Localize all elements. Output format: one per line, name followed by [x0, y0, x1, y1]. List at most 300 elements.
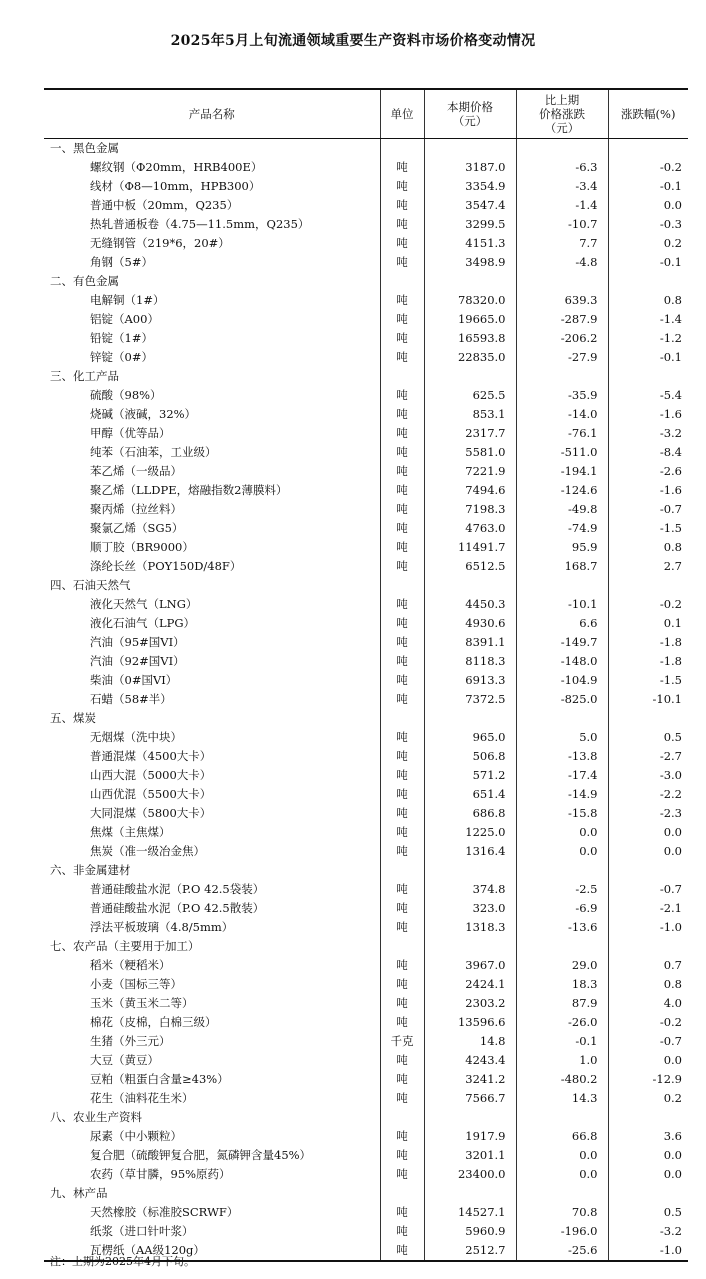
- price-change-cell: -13.8: [516, 747, 608, 766]
- change-pct-cell: -2.2: [608, 785, 688, 804]
- empty-cell: [608, 272, 688, 291]
- empty-cell: [516, 272, 608, 291]
- price-change-cell: -14.9: [516, 785, 608, 804]
- product-name-cell: 浮法平板玻璃（4.8/5mm）: [90, 919, 234, 934]
- category-label: 三、化工产品: [50, 368, 119, 383]
- product-name-cell: 液化天然气（LNG）: [90, 596, 198, 611]
- empty-cell: [516, 861, 608, 880]
- change-pct-cell: -3.0: [608, 766, 688, 785]
- current-price-cell: 4450.3: [424, 595, 516, 614]
- current-price-cell: 78320.0: [424, 291, 516, 310]
- unit-cell: 吨: [380, 1222, 424, 1241]
- category-row: [44, 937, 688, 956]
- price-change-cell: -194.1: [516, 462, 608, 481]
- unit-cell: 吨: [380, 348, 424, 367]
- price-change-cell: -35.9: [516, 386, 608, 405]
- empty-cell: [380, 709, 424, 728]
- current-price-cell: 3547.4: [424, 196, 516, 215]
- unit-cell: 吨: [380, 804, 424, 823]
- table-row: [44, 424, 688, 443]
- product-name-cell: 甲醇（优等品）: [90, 425, 171, 440]
- table-row: [44, 766, 688, 785]
- price-change-cell: 70.8: [516, 1203, 608, 1222]
- change-pct-cell: -1.8: [608, 633, 688, 652]
- product-name-cell: 稻米（粳稻米）: [90, 957, 171, 972]
- change-pct-cell: 0.5: [608, 1203, 688, 1222]
- price-change-cell: -26.0: [516, 1013, 608, 1032]
- price-change-cell: -15.8: [516, 804, 608, 823]
- change-pct-cell: -5.4: [608, 386, 688, 405]
- price-change-cell: -13.6: [516, 918, 608, 937]
- table-row: [44, 1146, 688, 1165]
- product-name-cell: 大豆（黄豆）: [90, 1052, 159, 1067]
- table-row: [44, 481, 688, 500]
- table-row: [44, 215, 688, 234]
- product-name-cell: 苯乙烯（一级品）: [90, 463, 182, 478]
- table-row: [44, 880, 688, 899]
- current-price-cell: 8391.1: [424, 633, 516, 652]
- unit-cell: 吨: [380, 253, 424, 272]
- current-price-cell: 22835.0: [424, 348, 516, 367]
- price-change-cell: 66.8: [516, 1127, 608, 1146]
- change-pct-cell: -0.2: [608, 1013, 688, 1032]
- unit-cell: 吨: [380, 443, 424, 462]
- change-pct-cell: -1.4: [608, 310, 688, 329]
- unit-cell: 吨: [380, 500, 424, 519]
- current-price-cell: 4151.3: [424, 234, 516, 253]
- footnote: 注：上期为2025年4月下旬。: [50, 1255, 195, 1268]
- table-row: [44, 234, 688, 253]
- price-change-cell: -104.9: [516, 671, 608, 690]
- price-change-cell: -0.1: [516, 1032, 608, 1051]
- table-row: [44, 595, 688, 614]
- category-label: 二、有色金属: [50, 273, 119, 288]
- empty-cell: [424, 138, 516, 158]
- empty-cell: [380, 937, 424, 956]
- header-product-name: 产品名称: [44, 89, 380, 138]
- unit-cell: 吨: [380, 424, 424, 443]
- empty-cell: [424, 272, 516, 291]
- current-price-cell: 651.4: [424, 785, 516, 804]
- change-pct-cell: -0.1: [608, 348, 688, 367]
- table-row: [44, 633, 688, 652]
- table-row: [44, 728, 688, 747]
- table-row: [44, 1032, 688, 1051]
- table-row: [44, 177, 688, 196]
- product-name-cell: 山西优混（5500大卡）: [90, 786, 212, 801]
- price-change-cell: -206.2: [516, 329, 608, 348]
- table-row: [44, 899, 688, 918]
- product-name-cell: 汽油（95#国VI）: [90, 634, 185, 649]
- unit-cell: 吨: [380, 1127, 424, 1146]
- price-change-cell: -74.9: [516, 519, 608, 538]
- product-name-cell: 聚氯乙烯（SG5）: [90, 520, 184, 535]
- table-row: [44, 291, 688, 310]
- change-pct-cell: -12.9: [608, 1070, 688, 1089]
- product-name-cell: 汽油（92#国VI）: [90, 653, 185, 668]
- unit-cell: 吨: [380, 481, 424, 500]
- empty-cell: [608, 367, 688, 386]
- empty-cell: [424, 709, 516, 728]
- price-change-cell: -287.9: [516, 310, 608, 329]
- unit-cell: 吨: [380, 918, 424, 937]
- price-change-cell: -14.0: [516, 405, 608, 424]
- product-name-cell: 聚乙烯（LLDPE，熔融指数2薄膜料）: [90, 482, 288, 497]
- change-pct-cell: 0.0: [608, 1051, 688, 1070]
- change-pct-cell: -1.8: [608, 652, 688, 671]
- table-row: [44, 975, 688, 994]
- product-name-cell: 纯苯（石油苯，工业级）: [90, 444, 217, 459]
- empty-cell: [516, 138, 608, 158]
- table-row: [44, 994, 688, 1013]
- unit-cell: 吨: [380, 633, 424, 652]
- price-change-cell: -76.1: [516, 424, 608, 443]
- empty-cell: [424, 576, 516, 595]
- unit-cell: 吨: [380, 1070, 424, 1089]
- change-pct-cell: -1.0: [608, 918, 688, 937]
- empty-cell: [516, 937, 608, 956]
- product-name-cell: 焦煤（主焦煤）: [90, 824, 171, 839]
- product-name-cell: 顺丁胶（BR9000）: [90, 539, 194, 554]
- category-row: [44, 861, 688, 880]
- current-price-cell: 571.2: [424, 766, 516, 785]
- current-price-cell: 686.8: [424, 804, 516, 823]
- category-label: 八、农业生产资料: [50, 1109, 142, 1124]
- current-price-cell: 1917.9: [424, 1127, 516, 1146]
- product-name-cell: 纸浆（进口针叶浆）: [90, 1223, 194, 1238]
- current-price-cell: 965.0: [424, 728, 516, 747]
- price-change-cell: -10.1: [516, 595, 608, 614]
- unit-cell: 吨: [380, 291, 424, 310]
- price-change-cell: 0.0: [516, 1165, 608, 1184]
- current-price-cell: 3187.0: [424, 158, 516, 177]
- change-pct-cell: 2.7: [608, 557, 688, 576]
- unit-cell: 吨: [380, 747, 424, 766]
- current-price-cell: 2424.1: [424, 975, 516, 994]
- empty-cell: [380, 861, 424, 880]
- unit-cell: 吨: [380, 557, 424, 576]
- change-pct-cell: -8.4: [608, 443, 688, 462]
- price-change-cell: -2.5: [516, 880, 608, 899]
- product-name-cell: 无缝钢管（219*6，20#）: [90, 235, 230, 250]
- product-name-cell: 硫酸（98%）: [90, 387, 162, 402]
- product-name-cell: 线材（Φ8—10mm，HPB300）: [90, 178, 261, 193]
- unit-cell: 吨: [380, 538, 424, 557]
- current-price-cell: 2512.7: [424, 1241, 516, 1261]
- product-name-cell: 瓦楞纸（AA级120g）: [44, 1241, 380, 1261]
- table-row: [44, 386, 688, 405]
- product-name-cell: 聚丙烯（拉丝料）: [90, 501, 182, 516]
- price-change-cell: -17.4: [516, 766, 608, 785]
- change-pct-cell: 0.2: [608, 1089, 688, 1108]
- unit-cell: 吨: [380, 766, 424, 785]
- empty-cell: [424, 861, 516, 880]
- price-change-cell: 1.0: [516, 1051, 608, 1070]
- product-name-cell: 普通硅酸盐水泥（P.O 42.5袋装）: [90, 881, 265, 896]
- unit-cell: 吨: [380, 1089, 424, 1108]
- price-change-cell: 95.9: [516, 538, 608, 557]
- header-change-pct: 涨跌幅(%): [608, 89, 688, 138]
- change-pct-cell: 0.0: [608, 196, 688, 215]
- product-name-cell: 石蜡（58#半）: [90, 691, 172, 706]
- unit-cell: 吨: [380, 1241, 424, 1261]
- change-pct-cell: -1.5: [608, 671, 688, 690]
- product-name-cell: 农药（草甘膦，95%原药）: [90, 1166, 231, 1181]
- current-price-cell: 853.1: [424, 405, 516, 424]
- change-pct-cell: 0.0: [608, 823, 688, 842]
- empty-cell: [380, 1108, 424, 1127]
- change-pct-cell: 0.5: [608, 728, 688, 747]
- current-price-cell: 1225.0: [424, 823, 516, 842]
- price-change-cell: -480.2: [516, 1070, 608, 1089]
- change-pct-cell: -1.0: [608, 1241, 688, 1261]
- empty-cell: [608, 861, 688, 880]
- change-pct-cell: -1.6: [608, 481, 688, 500]
- current-price-cell: 7372.5: [424, 690, 516, 709]
- product-name-cell: 普通中板（20mm，Q235）: [90, 197, 239, 212]
- table-row: [44, 462, 688, 481]
- current-price-cell: 625.5: [424, 386, 516, 405]
- table-row: [44, 1203, 688, 1222]
- change-pct-cell: 0.0: [608, 842, 688, 861]
- product-name-cell: 螺纹钢（Φ20mm，HRB400E）: [90, 159, 263, 174]
- current-price-cell: 6913.3: [424, 671, 516, 690]
- empty-cell: [608, 709, 688, 728]
- empty-cell: [380, 1184, 424, 1203]
- empty-cell: [380, 367, 424, 386]
- current-price-cell: 4930.6: [424, 614, 516, 633]
- product-name-cell: 无烟煤（洗中块）: [90, 729, 182, 744]
- table-row: [44, 519, 688, 538]
- price-change-cell: -27.9: [516, 348, 608, 367]
- product-name-cell: 锌锭（0#）: [90, 349, 153, 364]
- current-price-cell: 14527.1: [424, 1203, 516, 1222]
- current-price-cell: 5581.0: [424, 443, 516, 462]
- unit-cell: 吨: [380, 823, 424, 842]
- empty-cell: [424, 1184, 516, 1203]
- unit-cell: 吨: [380, 671, 424, 690]
- table-row: [44, 671, 688, 690]
- change-pct-cell: -0.7: [608, 880, 688, 899]
- change-pct-cell: 0.2: [608, 234, 688, 253]
- product-name-cell: 铅锭（1#）: [90, 330, 153, 345]
- table-row: [44, 1089, 688, 1108]
- price-change-cell: 18.3: [516, 975, 608, 994]
- current-price-cell: 1316.4: [424, 842, 516, 861]
- table-row: [44, 652, 688, 671]
- category-row: [44, 1184, 688, 1203]
- unit-cell: 吨: [380, 956, 424, 975]
- change-pct-cell: -3.2: [608, 424, 688, 443]
- product-name-cell: 尿素（中小颗粒）: [90, 1128, 182, 1143]
- category-row: [44, 1108, 688, 1127]
- current-price-cell: 323.0: [424, 899, 516, 918]
- unit-cell: 吨: [380, 177, 424, 196]
- current-price-cell: 14.8: [424, 1032, 516, 1051]
- price-change-cell: -124.6: [516, 481, 608, 500]
- price-change-cell: 7.7: [516, 234, 608, 253]
- unit-cell: 吨: [380, 215, 424, 234]
- empty-cell: [608, 937, 688, 956]
- table-header-row: [44, 89, 688, 138]
- unit-cell: 吨: [380, 519, 424, 538]
- current-price-cell: 23400.0: [424, 1165, 516, 1184]
- product-name-cell: 生猪（外三元）: [90, 1033, 171, 1048]
- change-pct-cell: -2.1: [608, 899, 688, 918]
- price-change-cell: 29.0: [516, 956, 608, 975]
- unit-cell: 吨: [380, 652, 424, 671]
- unit-cell: 吨: [380, 842, 424, 861]
- category-label: 一、黑色金属: [50, 140, 119, 155]
- category-row: [44, 576, 688, 595]
- change-pct-cell: -2.7: [608, 747, 688, 766]
- current-price-cell: 16593.8: [424, 329, 516, 348]
- product-name-cell: 柴油（0#国VI）: [90, 672, 178, 687]
- category-row: [44, 138, 688, 158]
- category-row: [44, 709, 688, 728]
- unit-cell: 千克: [380, 1032, 424, 1051]
- unit-cell: 吨: [380, 595, 424, 614]
- current-price-cell: 3354.9: [424, 177, 516, 196]
- unit-cell: 吨: [380, 405, 424, 424]
- table-row: [44, 918, 688, 937]
- table-row: [44, 614, 688, 633]
- table-row: [44, 823, 688, 842]
- change-pct-cell: -0.1: [608, 177, 688, 196]
- header-current-price: 本期价格 （元）: [424, 89, 516, 138]
- table-row: [44, 1070, 688, 1089]
- table-row: [44, 842, 688, 861]
- change-pct-cell: -1.6: [608, 405, 688, 424]
- product-name-cell: 大同混煤（5800大卡）: [90, 805, 212, 820]
- change-pct-cell: -0.1: [608, 253, 688, 272]
- change-pct-cell: 0.8: [608, 975, 688, 994]
- change-pct-cell: -2.6: [608, 462, 688, 481]
- empty-cell: [380, 138, 424, 158]
- current-price-cell: 7198.3: [424, 500, 516, 519]
- product-name-cell: 焦炭（准一级冶金焦）: [90, 843, 205, 858]
- category-row: [44, 272, 688, 291]
- category-label: 六、非金属建材: [50, 862, 131, 877]
- unit-cell: 吨: [380, 462, 424, 481]
- unit-cell: 吨: [380, 386, 424, 405]
- unit-cell: 吨: [380, 158, 424, 177]
- change-pct-cell: -0.2: [608, 158, 688, 177]
- unit-cell: 吨: [380, 975, 424, 994]
- unit-cell: 吨: [380, 1013, 424, 1032]
- change-pct-cell: -0.2: [608, 595, 688, 614]
- table-body: [44, 138, 688, 1261]
- price-change-cell: -6.9: [516, 899, 608, 918]
- unit-cell: 吨: [380, 1203, 424, 1222]
- empty-cell: [516, 1184, 608, 1203]
- product-name-cell: 小麦（国标三等）: [90, 976, 182, 991]
- change-pct-cell: -0.7: [608, 500, 688, 519]
- current-price-cell: 4243.4: [424, 1051, 516, 1070]
- table-row: [44, 500, 688, 519]
- current-price-cell: 8118.3: [424, 652, 516, 671]
- change-pct-cell: 0.8: [608, 538, 688, 557]
- price-change-cell: -49.8: [516, 500, 608, 519]
- change-pct-cell: 0.7: [608, 956, 688, 975]
- table-row: [44, 785, 688, 804]
- header-unit: 单位: [380, 89, 424, 138]
- empty-cell: [380, 576, 424, 595]
- current-price-cell: 3241.2: [424, 1070, 516, 1089]
- price-change-cell: 5.0: [516, 728, 608, 747]
- unit-cell: 吨: [380, 310, 424, 329]
- empty-cell: [424, 367, 516, 386]
- change-pct-cell: -1.5: [608, 519, 688, 538]
- current-price-cell: 7566.7: [424, 1089, 516, 1108]
- table-row: [44, 1165, 688, 1184]
- price-change-cell: -10.7: [516, 215, 608, 234]
- price-change-cell: -511.0: [516, 443, 608, 462]
- table-row: [44, 557, 688, 576]
- unit-cell: 吨: [380, 614, 424, 633]
- price-change-cell: -825.0: [516, 690, 608, 709]
- table-row: [44, 690, 688, 709]
- price-change-cell: -149.7: [516, 633, 608, 652]
- price-change-cell: 0.0: [516, 1146, 608, 1165]
- price-change-cell: -4.8: [516, 253, 608, 272]
- empty-cell: [608, 138, 688, 158]
- table-row: [44, 329, 688, 348]
- unit-cell: 吨: [380, 234, 424, 253]
- product-name-cell: 玉米（黄玉米二等）: [90, 995, 194, 1010]
- category-label: 四、石油天然气: [50, 577, 131, 592]
- table-row: [44, 253, 688, 272]
- empty-cell: [424, 937, 516, 956]
- current-price-cell: 1318.3: [424, 918, 516, 937]
- product-name-cell: 棉花（皮棉，白棉三级）: [90, 1014, 217, 1029]
- price-change-cell: -6.3: [516, 158, 608, 177]
- empty-cell: [516, 367, 608, 386]
- price-table: [44, 88, 688, 1262]
- price-change-cell: 0.0: [516, 842, 608, 861]
- product-name-cell: 复合肥（硫酸钾复合肥，氮磷钾含量45%）: [90, 1147, 312, 1162]
- price-change-cell: 0.0: [516, 823, 608, 842]
- change-pct-cell: -0.7: [608, 1032, 688, 1051]
- category-label: 九、林产品: [50, 1185, 108, 1200]
- change-pct-cell: 0.0: [608, 1146, 688, 1165]
- price-change-cell: -25.6: [516, 1241, 608, 1261]
- product-name-cell: 豆粕（粗蛋白含量≥43%）: [90, 1071, 229, 1086]
- table-row: [44, 804, 688, 823]
- product-name-cell: 角钢（5#）: [90, 254, 153, 269]
- price-change-cell: 639.3: [516, 291, 608, 310]
- current-price-cell: 4763.0: [424, 519, 516, 538]
- change-pct-cell: 4.0: [608, 994, 688, 1013]
- empty-cell: [516, 709, 608, 728]
- category-label: 七、农产品（主要用于加工）: [50, 938, 200, 953]
- price-change-cell: 87.9: [516, 994, 608, 1013]
- price-change-cell: -196.0: [516, 1222, 608, 1241]
- current-price-cell: 2317.7: [424, 424, 516, 443]
- change-pct-cell: 0.0: [608, 1165, 688, 1184]
- change-pct-cell: -3.2: [608, 1222, 688, 1241]
- current-price-cell: 5960.9: [424, 1222, 516, 1241]
- price-change-cell: 168.7: [516, 557, 608, 576]
- product-name-cell: 热轧普通板卷（4.75—11.5mm，Q235）: [90, 216, 310, 231]
- product-name-cell: 普通混煤（4500大卡）: [90, 748, 212, 763]
- price-change-cell: -148.0: [516, 652, 608, 671]
- change-pct-cell: 3.6: [608, 1127, 688, 1146]
- current-price-cell: 2303.2: [424, 994, 516, 1013]
- product-name-cell: 铝锭（A00）: [90, 311, 159, 326]
- table-row: [44, 1222, 688, 1241]
- table-row: [44, 196, 688, 215]
